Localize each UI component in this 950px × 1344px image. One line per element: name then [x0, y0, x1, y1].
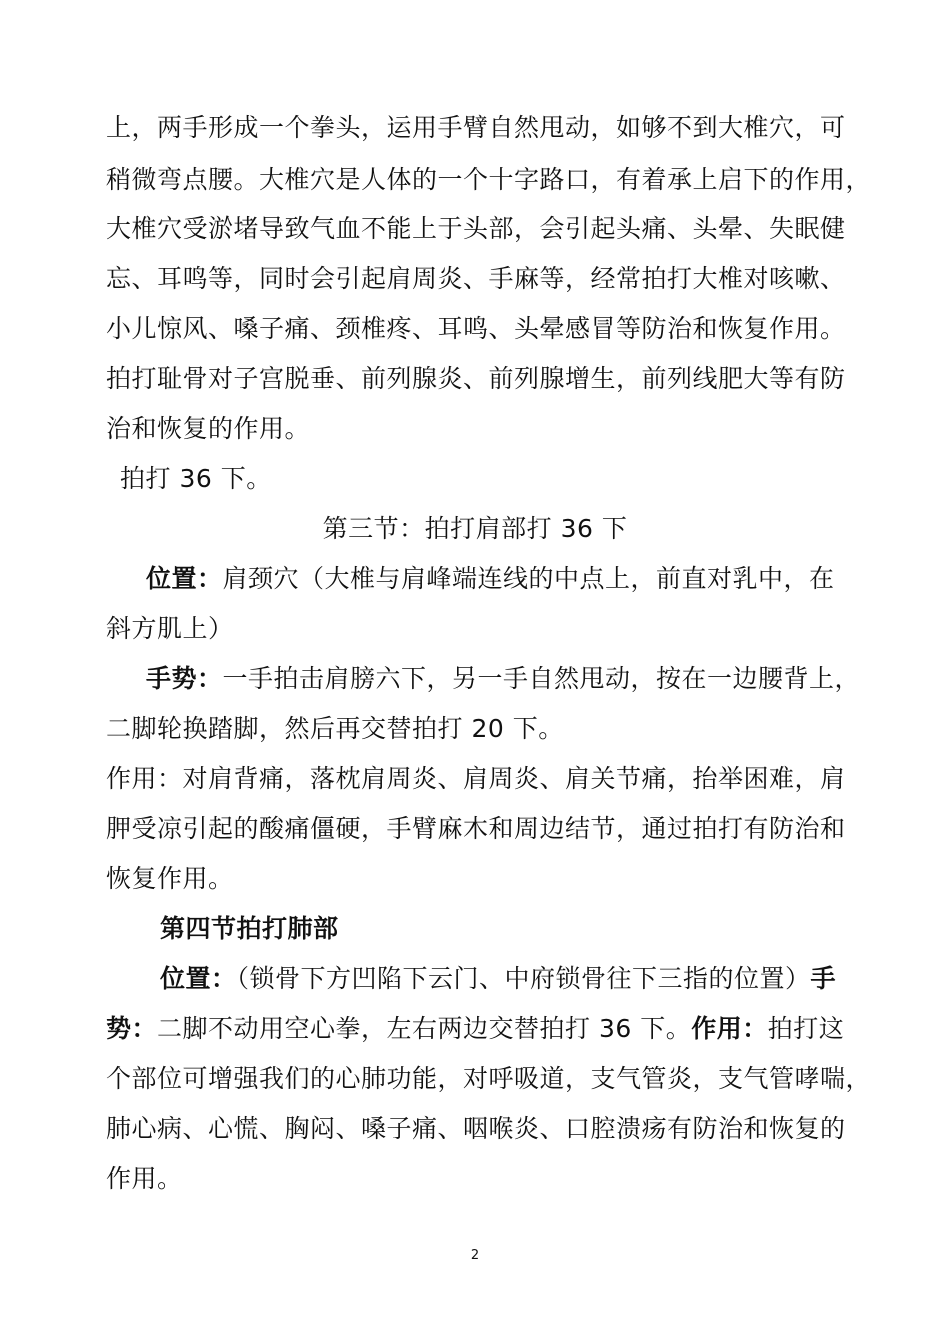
- section-heading: 第四节拍打肺部: [160, 914, 339, 943]
- effect-text-line: 作用：对肩背痛，落枕肩周炎、肩周炎、肩关节痛，抬举困难，肩: [106, 764, 846, 793]
- gesture-text: 一手拍击肩膀六下，另一手自然甩动，按在一边腰背上，: [222, 664, 861, 693]
- position-label: 位置：: [160, 964, 237, 993]
- body-text-line: 上，两手形成一个拳头，运用手臂自然甩动，如够不到大椎穴，可: [106, 113, 846, 142]
- body-text-line: 稍微弯点腰。大椎穴是人体的一个十字路口，有着承上启下的作用，: [106, 165, 872, 194]
- gesture-effect-line: [106, 1013, 844, 1045]
- section-heading: 第三节：拍打肩部打 36 下: [322, 514, 628, 543]
- position-text: 肩颈穴（大椎与肩峰端连线的中点上，前直对乳中，在: [222, 564, 835, 593]
- position-paragraph: [160, 963, 836, 995]
- gesture-label-end: 势：: [106, 1014, 158, 1043]
- effect-label: 作用：: [691, 1014, 768, 1043]
- effect-text-line: 个部位可增强我们的心肺功能，对呼吸道，支气管炎，支气管哮喘，: [106, 1064, 872, 1093]
- page-number: 2: [470, 1248, 480, 1263]
- effect-text-line: 肺心病、心慌、胸闷、嗓子痛、咽喉炎、口腔溃疡有防治和恢复的: [106, 1114, 846, 1143]
- effect-text-line: 恢复作用。: [106, 864, 234, 893]
- position-text: （锁骨下方凹陷下云门、中府锁骨往下三指的位置）: [236, 964, 811, 993]
- body-text-line: 忘、耳鸣等，同时会引起肩周炎、手麻等，经常拍打大椎对咳嗽、: [106, 264, 846, 293]
- gesture-label-start: 手: [810, 964, 837, 993]
- body-text-line: 治和恢复的作用。: [106, 414, 311, 443]
- body-text-line: 拍打耻骨对子宫脱垂、前列腺炎、前列腺增生，前列线肥大等有防: [106, 364, 846, 393]
- body-text-line: 大椎穴受淤堵导致气血不能上于头部，会引起头痛、头晕、失眠健: [106, 214, 846, 243]
- gesture-paragraph: [146, 663, 860, 695]
- gesture-text: 二脚不动用空心拳，左右两边交替拍打 36 下。: [157, 1014, 692, 1043]
- position-label: 位置：: [146, 564, 223, 593]
- effect-text-line: 作用。: [106, 1164, 183, 1193]
- body-text-line: 小儿惊风、嗓子痛、颈椎疼、耳鸣、头晕感冒等防治和恢复作用。: [106, 314, 846, 343]
- effect-text-line: 胛受凉引起的酸痛僵硬，手臂麻木和周边结节，通过拍打有防治和: [106, 814, 846, 843]
- body-text-line: 拍打 36 下。: [120, 464, 272, 493]
- body-text-line: 二脚轮换踏脚，然后再交替拍打 20 下。: [106, 714, 564, 743]
- body-text-line: 斜方肌上）: [106, 614, 234, 643]
- gesture-label: 手势：: [146, 664, 223, 693]
- position-paragraph: [146, 563, 835, 595]
- effect-text: 拍打这: [767, 1014, 845, 1043]
